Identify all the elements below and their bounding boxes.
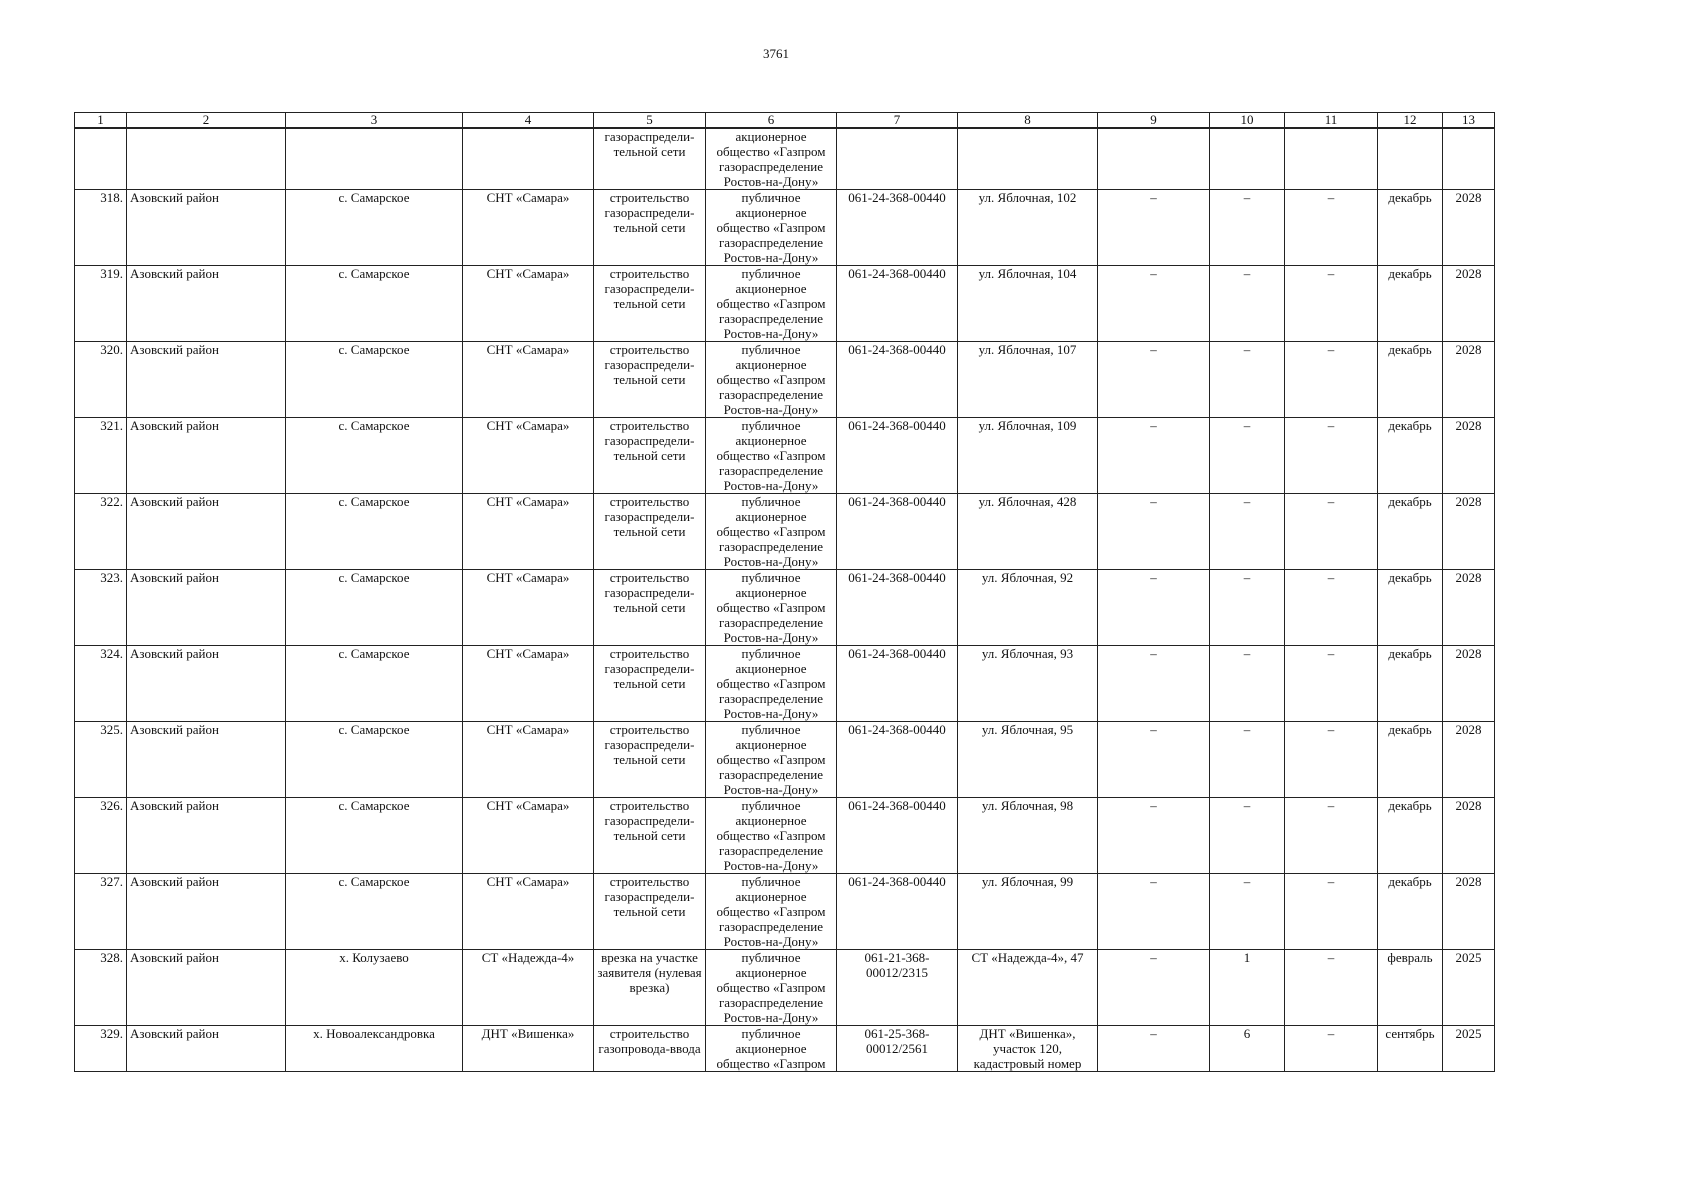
- table-row: [75, 570, 1495, 646]
- column-number-1: 1: [75, 113, 127, 129]
- row-number: 318.: [75, 190, 127, 266]
- row-number: 328.: [75, 950, 127, 1026]
- cell-locality: с. Самарское: [286, 874, 463, 950]
- cell-col9: –: [1098, 798, 1210, 874]
- cell-empty: [1443, 128, 1495, 190]
- row-number: 322.: [75, 494, 127, 570]
- cell-district: Азовский район: [127, 418, 286, 494]
- cell-col11: –: [1285, 342, 1378, 418]
- cell-object: СНТ «Самара»: [463, 874, 594, 950]
- row-number: 324.: [75, 646, 127, 722]
- cell-col11: –: [1285, 874, 1378, 950]
- cell-year: 2025: [1443, 1026, 1495, 1072]
- column-number-3: 3: [286, 113, 463, 129]
- cell-col10: –: [1210, 874, 1285, 950]
- cell-month: декабрь: [1378, 190, 1443, 266]
- continuation-row: [75, 128, 1495, 190]
- cell-org: акционерное общество «Газпром газораспределение Ростов-на-Дону»: [706, 128, 837, 190]
- cell-col10: –: [1210, 722, 1285, 798]
- row-number: 327.: [75, 874, 127, 950]
- cell-empty: [75, 128, 127, 190]
- column-number-8: 8: [958, 113, 1098, 129]
- page-number: 3761: [763, 46, 789, 61]
- cell-work: строительство газопровода-ввода: [594, 1026, 706, 1072]
- cell-code: 061-25-368-00012/2561: [837, 1026, 958, 1072]
- row-number: 325.: [75, 722, 127, 798]
- table-row: [75, 950, 1495, 1026]
- cell-year: 2028: [1443, 190, 1495, 266]
- cell-month: декабрь: [1378, 342, 1443, 418]
- cell-col10: 6: [1210, 1026, 1285, 1072]
- cell-org: публичное акционерное общество «Газпром газораспределение Ростов-на-Дону»: [706, 342, 837, 418]
- cell-work: строительство газораспредели-тельной сети: [594, 494, 706, 570]
- cell-address: ул. Яблочная, 428: [958, 494, 1098, 570]
- cell-district: Азовский район: [127, 646, 286, 722]
- registry-table: [74, 112, 1495, 1072]
- cell-month: декабрь: [1378, 570, 1443, 646]
- cell-address: ул. Яблочная, 104: [958, 266, 1098, 342]
- cell-empty: [1285, 128, 1378, 190]
- column-number-2: 2: [127, 113, 286, 129]
- row-number: 319.: [75, 266, 127, 342]
- cell-locality: х. Новоалександровка: [286, 1026, 463, 1072]
- cell-locality: с. Самарское: [286, 342, 463, 418]
- cell-year: 2028: [1443, 722, 1495, 798]
- cell-year: 2028: [1443, 798, 1495, 874]
- cell-org: публичное акционерное общество «Газпром газораспределение Ростов-на-Дону»: [706, 494, 837, 570]
- column-number-12: 12: [1378, 113, 1443, 129]
- cell-locality: с. Самарское: [286, 190, 463, 266]
- cell-code: 061-24-368-00440: [837, 494, 958, 570]
- table-row: [75, 190, 1495, 266]
- column-number-10: 10: [1210, 113, 1285, 129]
- cell-object: СНТ «Самара»: [463, 342, 594, 418]
- cell-col10: –: [1210, 570, 1285, 646]
- cell-empty: [837, 128, 958, 190]
- cell-month: декабрь: [1378, 722, 1443, 798]
- cell-org: публичное акционерное общество «Газпром газораспределение Ростов-на-Дону»: [706, 646, 837, 722]
- cell-address: ул. Яблочная, 99: [958, 874, 1098, 950]
- cell-locality: с. Самарское: [286, 798, 463, 874]
- cell-org: публичное акционерное общество «Газпром газораспределение Ростов-на-Дону»: [706, 798, 837, 874]
- cell-col11: –: [1285, 494, 1378, 570]
- table-body: [75, 113, 1495, 1072]
- cell-address: ул. Яблочная, 92: [958, 570, 1098, 646]
- cell-work: строительство газораспредели-тельной сети: [594, 190, 706, 266]
- row-number: 329.: [75, 1026, 127, 1072]
- cell-address: ул. Яблочная, 102: [958, 190, 1098, 266]
- cell-col11: –: [1285, 190, 1378, 266]
- cell-locality: с. Самарское: [286, 494, 463, 570]
- cell-col11: –: [1285, 418, 1378, 494]
- table-row: [75, 722, 1495, 798]
- column-number-row: [75, 113, 1495, 129]
- column-number-4: 4: [463, 113, 594, 129]
- cell-org: публичное акционерное общество «Газпром: [706, 1026, 837, 1072]
- cell-year: 2028: [1443, 342, 1495, 418]
- cell-month: декабрь: [1378, 266, 1443, 342]
- row-number: 320.: [75, 342, 127, 418]
- table-row: [75, 798, 1495, 874]
- cell-locality: с. Самарское: [286, 646, 463, 722]
- cell-month: сентябрь: [1378, 1026, 1443, 1072]
- cell-work: строительство газораспредели-тельной сети: [594, 342, 706, 418]
- cell-org: публичное акционерное общество «Газпром газораспределение Ростов-на-Дону»: [706, 874, 837, 950]
- cell-empty: [286, 128, 463, 190]
- table-row: [75, 418, 1495, 494]
- cell-address: ул. Яблочная, 98: [958, 798, 1098, 874]
- cell-year: 2028: [1443, 418, 1495, 494]
- cell-work: строительство газораспредели-тельной сети: [594, 570, 706, 646]
- cell-col9: –: [1098, 1026, 1210, 1072]
- cell-org: публичное акционерное общество «Газпром газораспределение Ростов-на-Дону»: [706, 570, 837, 646]
- cell-empty: [958, 128, 1098, 190]
- column-number-7: 7: [837, 113, 958, 129]
- cell-work: врезка на участке заявителя (нулевая врезка): [594, 950, 706, 1026]
- cell-col11: –: [1285, 722, 1378, 798]
- cell-org: публичное акционерное общество «Газпром газораспределение Ростов-на-Дону»: [706, 418, 837, 494]
- cell-work: строительство газораспредели-тельной сети: [594, 722, 706, 798]
- cell-empty: [1210, 128, 1285, 190]
- cell-code: 061-24-368-00440: [837, 266, 958, 342]
- column-number-5: 5: [594, 113, 706, 129]
- cell-code: 061-24-368-00440: [837, 570, 958, 646]
- cell-col10: –: [1210, 494, 1285, 570]
- row-number: 326.: [75, 798, 127, 874]
- table-row: [75, 874, 1495, 950]
- cell-address: ДНТ «Вишенка», участок 120, кадастровый номер: [958, 1026, 1098, 1072]
- cell-work: строительство газораспредели-тельной сети: [594, 646, 706, 722]
- cell-col10: –: [1210, 190, 1285, 266]
- cell-object: СНТ «Самара»: [463, 190, 594, 266]
- cell-year: 2028: [1443, 494, 1495, 570]
- cell-object: СНТ «Самара»: [463, 570, 594, 646]
- cell-locality: х. Колузаево: [286, 950, 463, 1026]
- table-row: [75, 266, 1495, 342]
- cell-address: ул. Яблочная, 109: [958, 418, 1098, 494]
- cell-work: строительство газораспредели-тельной сети: [594, 798, 706, 874]
- cell-empty: [127, 128, 286, 190]
- cell-address: ул. Яблочная, 107: [958, 342, 1098, 418]
- table-row: [75, 646, 1495, 722]
- cell-code: 061-24-368-00440: [837, 418, 958, 494]
- cell-org: публичное акционерное общество «Газпром газораспределение Ростов-на-Дону»: [706, 190, 837, 266]
- cell-month: декабрь: [1378, 418, 1443, 494]
- cell-locality: с. Самарское: [286, 266, 463, 342]
- cell-col10: –: [1210, 418, 1285, 494]
- cell-object: СНТ «Самара»: [463, 722, 594, 798]
- cell-year: 2028: [1443, 646, 1495, 722]
- cell-address: ул. Яблочная, 93: [958, 646, 1098, 722]
- column-number-9: 9: [1098, 113, 1210, 129]
- cell-district: Азовский район: [127, 190, 286, 266]
- cell-locality: с. Самарское: [286, 722, 463, 798]
- cell-work: строительство газораспредели-тельной сети: [594, 266, 706, 342]
- cell-col11: –: [1285, 646, 1378, 722]
- cell-district: Азовский район: [127, 798, 286, 874]
- cell-code: 061-24-368-00440: [837, 798, 958, 874]
- cell-district: Азовский район: [127, 1026, 286, 1072]
- column-number-6: 6: [706, 113, 837, 129]
- cell-col10: 1: [1210, 950, 1285, 1026]
- cell-col11: –: [1285, 1026, 1378, 1072]
- cell-district: Азовский район: [127, 266, 286, 342]
- cell-month: декабрь: [1378, 874, 1443, 950]
- cell-col11: –: [1285, 570, 1378, 646]
- table-row: [75, 494, 1495, 570]
- cell-locality: с. Самарское: [286, 418, 463, 494]
- cell-object: СНТ «Самара»: [463, 494, 594, 570]
- cell-code: 061-24-368-00440: [837, 190, 958, 266]
- cell-empty: [1378, 128, 1443, 190]
- cell-org: публичное акционерное общество «Газпром газораспределение Ростов-на-Дону»: [706, 722, 837, 798]
- column-number-13: 13: [1443, 113, 1495, 129]
- cell-year: 2028: [1443, 570, 1495, 646]
- cell-year: 2025: [1443, 950, 1495, 1026]
- cell-address: ул. Яблочная, 95: [958, 722, 1098, 798]
- cell-month: декабрь: [1378, 494, 1443, 570]
- cell-col9: –: [1098, 646, 1210, 722]
- table-row: [75, 342, 1495, 418]
- cell-code: 061-24-368-00440: [837, 342, 958, 418]
- cell-address: СТ «Надежда-4», 47: [958, 950, 1098, 1026]
- cell-col9: –: [1098, 722, 1210, 798]
- cell-col10: –: [1210, 266, 1285, 342]
- cell-col10: –: [1210, 646, 1285, 722]
- cell-code: 061-21-368-00012/2315: [837, 950, 958, 1026]
- cell-object: СНТ «Самара»: [463, 646, 594, 722]
- cell-district: Азовский район: [127, 874, 286, 950]
- cell-month: декабрь: [1378, 798, 1443, 874]
- cell-col9: –: [1098, 418, 1210, 494]
- cell-code: 061-24-368-00440: [837, 722, 958, 798]
- cell-district: Азовский район: [127, 494, 286, 570]
- cell-district: Азовский район: [127, 342, 286, 418]
- cell-district: Азовский район: [127, 950, 286, 1026]
- cell-col9: –: [1098, 266, 1210, 342]
- cell-col11: –: [1285, 266, 1378, 342]
- cell-district: Азовский район: [127, 570, 286, 646]
- row-number: 323.: [75, 570, 127, 646]
- cell-district: Азовский район: [127, 722, 286, 798]
- cell-org: публичное акционерное общество «Газпром газораспределение Ростов-на-Дону»: [706, 950, 837, 1026]
- cell-org: публичное акционерное общество «Газпром газораспределение Ростов-на-Дону»: [706, 266, 837, 342]
- cell-col9: –: [1098, 190, 1210, 266]
- cell-empty: [1098, 128, 1210, 190]
- cell-month: февраль: [1378, 950, 1443, 1026]
- cell-code: 061-24-368-00440: [837, 874, 958, 950]
- cell-col9: –: [1098, 494, 1210, 570]
- cell-work: строительство газораспредели-тельной сети: [594, 418, 706, 494]
- cell-col10: –: [1210, 342, 1285, 418]
- cell-col9: –: [1098, 874, 1210, 950]
- cell-col11: –: [1285, 798, 1378, 874]
- cell-col10: –: [1210, 798, 1285, 874]
- row-number: 321.: [75, 418, 127, 494]
- cell-col9: –: [1098, 570, 1210, 646]
- cell-col9: –: [1098, 342, 1210, 418]
- table-row: [75, 1026, 1495, 1072]
- cell-month: декабрь: [1378, 646, 1443, 722]
- cell-object: СНТ «Самара»: [463, 798, 594, 874]
- cell-object: ДНТ «Вишенка»: [463, 1026, 594, 1072]
- cell-code: 061-24-368-00440: [837, 646, 958, 722]
- cell-year: 2028: [1443, 874, 1495, 950]
- cell-year: 2028: [1443, 266, 1495, 342]
- cell-work: строительство газораспредели-тельной сети: [594, 874, 706, 950]
- cell-object: СТ «Надежда-4»: [463, 950, 594, 1026]
- cell-col11: –: [1285, 950, 1378, 1026]
- cell-object: СНТ «Самара»: [463, 266, 594, 342]
- column-number-11: 11: [1285, 113, 1378, 129]
- cell-empty: [463, 128, 594, 190]
- cell-work: газораспредели-тельной сети: [594, 128, 706, 190]
- cell-object: СНТ «Самара»: [463, 418, 594, 494]
- cell-col9: –: [1098, 950, 1210, 1026]
- cell-locality: с. Самарское: [286, 570, 463, 646]
